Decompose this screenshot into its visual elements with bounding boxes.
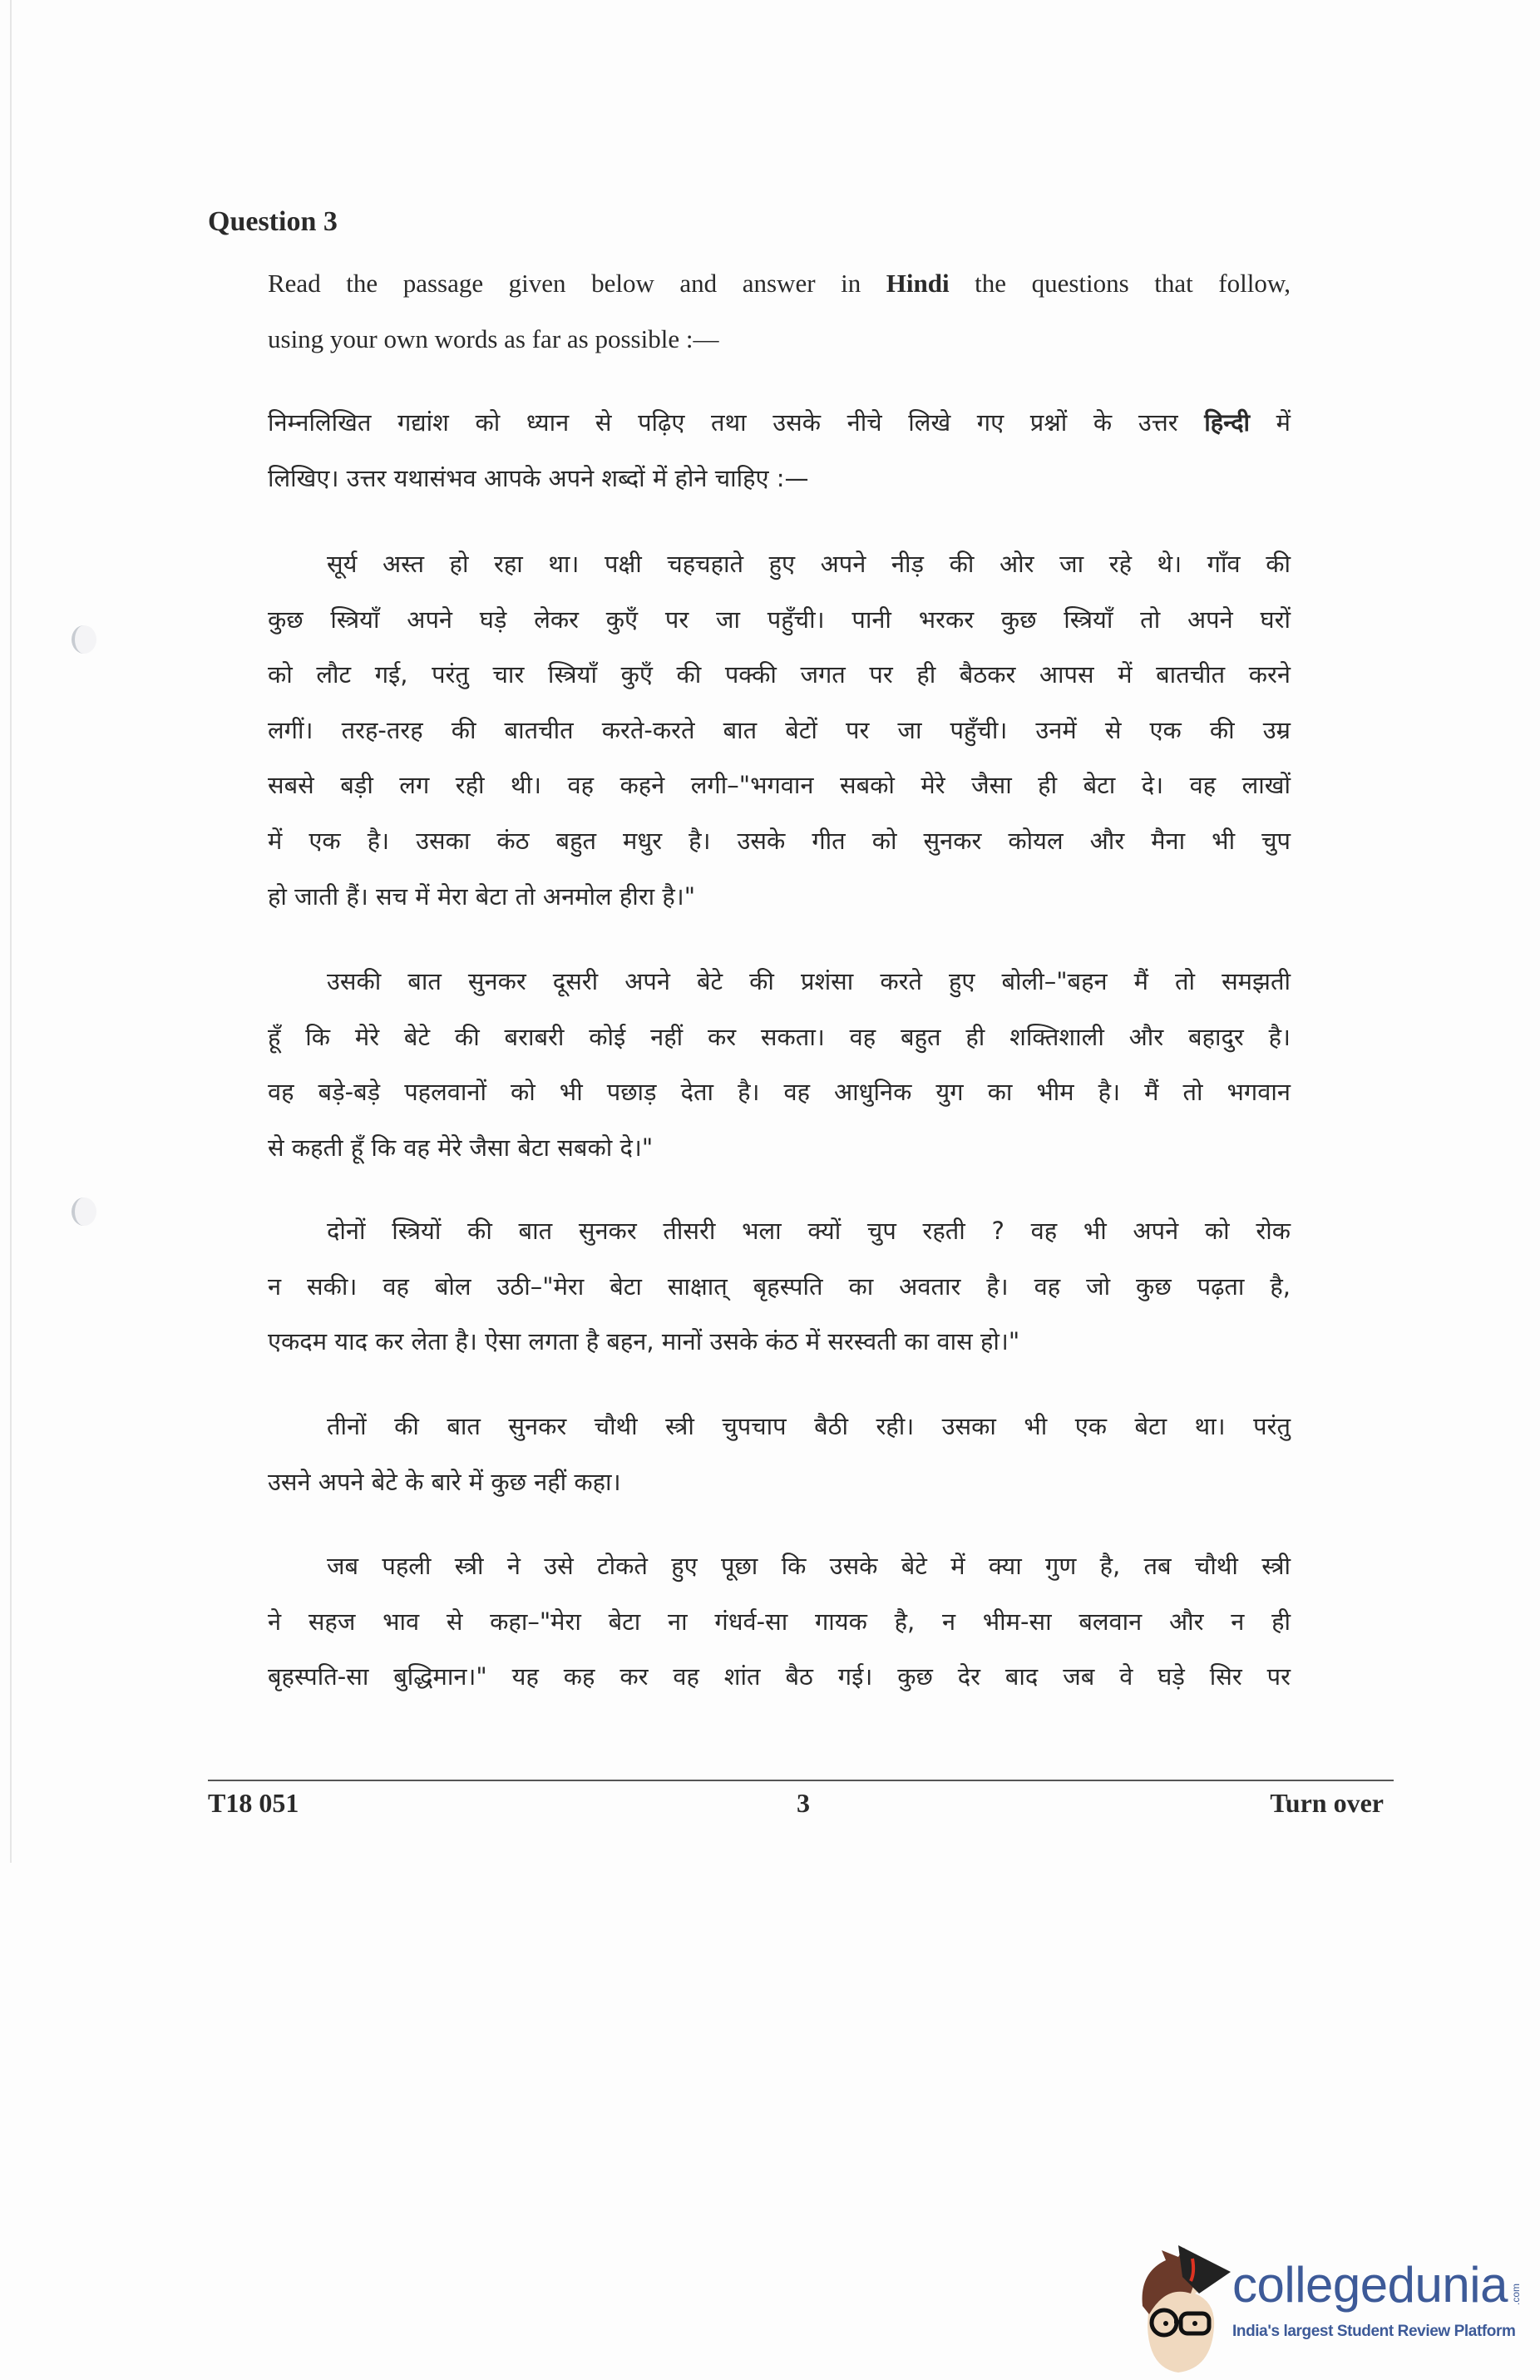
passage-line: को लौट गई, परंतु चार स्त्रियाँ कुएँ की पक्की जगत पर ही बैठकर आपस में बातचीत करने [268,660,1291,689]
turn-over: Turn over [1270,1788,1384,1818]
passage-line: सबसे बड़ी लग रही थी। वह कहने लगी–"भगवान सबको मेरे जैसा ही बेटा दे। वह लाखों [268,771,1291,800]
paper-code: T18 051 [208,1788,299,1818]
passage-paragraph [268,536,1291,924]
mascot-logo-icon [1133,2235,1232,2377]
passage-paragraph [268,1399,1291,1509]
instruction-line: using your own words as far as possible :— [268,323,719,353]
punch-hole [72,1197,96,1226]
passage-line: उसकी बात सुनकर दूसरी अपने बेटे की प्रशंसा करते हुए बोली–"बहन मैं तो समझती [327,967,1291,995]
brand-block [1232,2245,1537,2342]
brand-tagline: India's largest Student Review Platform [1232,2323,1516,2340]
brand-row [1232,2245,1537,2315]
passage-line: लगीं। तरह-तरह की बातचीत करते-करते बात बेटों पर जा पहुँची। उनमें से एक की उम्र [268,715,1291,744]
brand-name: collegedunia [1232,2257,1508,2313]
footer-divider [208,1780,1394,1781]
passage-line: एकदम याद कर लेता है। ऐसा लगता है बहन, मानों उसके कंठ में सरस्वती का वास हो।" [268,1327,1020,1356]
passage-line: तीनों की बात सुनकर चौथी स्त्री चुपचाप बैठी रही। उसका भी एक बेटा था। परंतु [327,1412,1291,1440]
passage-line: बृहस्पति-सा बुद्धिमान।" यह कह कर वह शांत बैठ गई। कुछ देर बाद जब वे घड़े सिर पर [268,1662,1291,1691]
instruction-line: लिखिए। उत्तर यथासंभव आपके अपने शब्दों में होने चाहिए :— [268,463,809,492]
passage-line: से कहती हूँ कि वह मेरे जैसा बेटा सबको दे।" [268,1133,654,1162]
instruction-hindi [268,395,1291,506]
passage-line: जब पहली स्त्री ने उसे टोकते हुए पूछा कि उसके बेटे में क्या गुण है, तब चौथी स्त्री [327,1552,1291,1580]
punch-hole [72,625,96,654]
passage-line: वह बड़े-बड़े पहलवानों को भी पछाड़ देता है। वह आधुनिक युग का भीम है। मैं तो भगवान [268,1078,1291,1107]
passage-line: में एक है। उसका कंठ बहुत मधुर है। उसके गीत को सुनकर कोयल और मैना भी चुप [268,826,1291,855]
passage-line: हूँ कि मेरे बेटे की बराबरी कोई नहीं कर सकता। वह बहुत ही शक्तिशाली और बहादुर है। [268,1022,1291,1051]
passage-line: न सकी। वह बोल उठी–"मेरा बेटा साक्षात् बृहस्पति का अवतार है। वह जो कुछ पढ़ता है, [268,1271,1291,1301]
scan-edge [10,0,12,1863]
passage-line: हो जाती हैं। सच में मेरा बेटा तो अनमोल हीरा है।" [268,881,696,911]
passage-line: दोनों स्त्रियों की बात सुनकर तीसरी भला क्यों चुप रहती ? वह भी अपने को रोक [327,1217,1291,1245]
passage-paragraph [268,954,1291,1175]
passage-line: सूर्य अस्त हो रहा था। पक्षी चहचहाते हुए अपने नीड़ की ओर जा रहे थे। गाँव की [327,550,1291,578]
question-title: Question 3 [208,206,338,237]
page-number: 3 [797,1788,810,1818]
brand-suffix: .com [1509,2283,1522,2305]
passage-paragraph [268,1538,1291,1705]
passage-paragraph [268,1203,1291,1370]
instruction-english [268,256,1291,367]
instruction-line: निम्नलिखित गद्यांश को ध्यान से पढ़िए तथा उसके नीचे लिखे गए प्रश्नों के उत्तर हिन्दी में [268,408,1291,437]
passage-line: उसने अपने बेटे के बारे में कुछ नहीं कहा। [268,1467,621,1496]
instruction-line: Read the passage given below and answer in Hindi the questions that follow, [268,269,1291,298]
passage-line: कुछ स्त्रियाँ अपने घड़े लेकर कुएँ पर जा पहुँची। पानी भरकर कुछ स्त्रियाँ तो अपने घरों [268,605,1291,634]
passage-line: ने सहज भाव से कहा–"मेरा बेटा ना गंधर्व-सा गायक है, न भीम-सा बलवान और न ही [268,1607,1291,1636]
